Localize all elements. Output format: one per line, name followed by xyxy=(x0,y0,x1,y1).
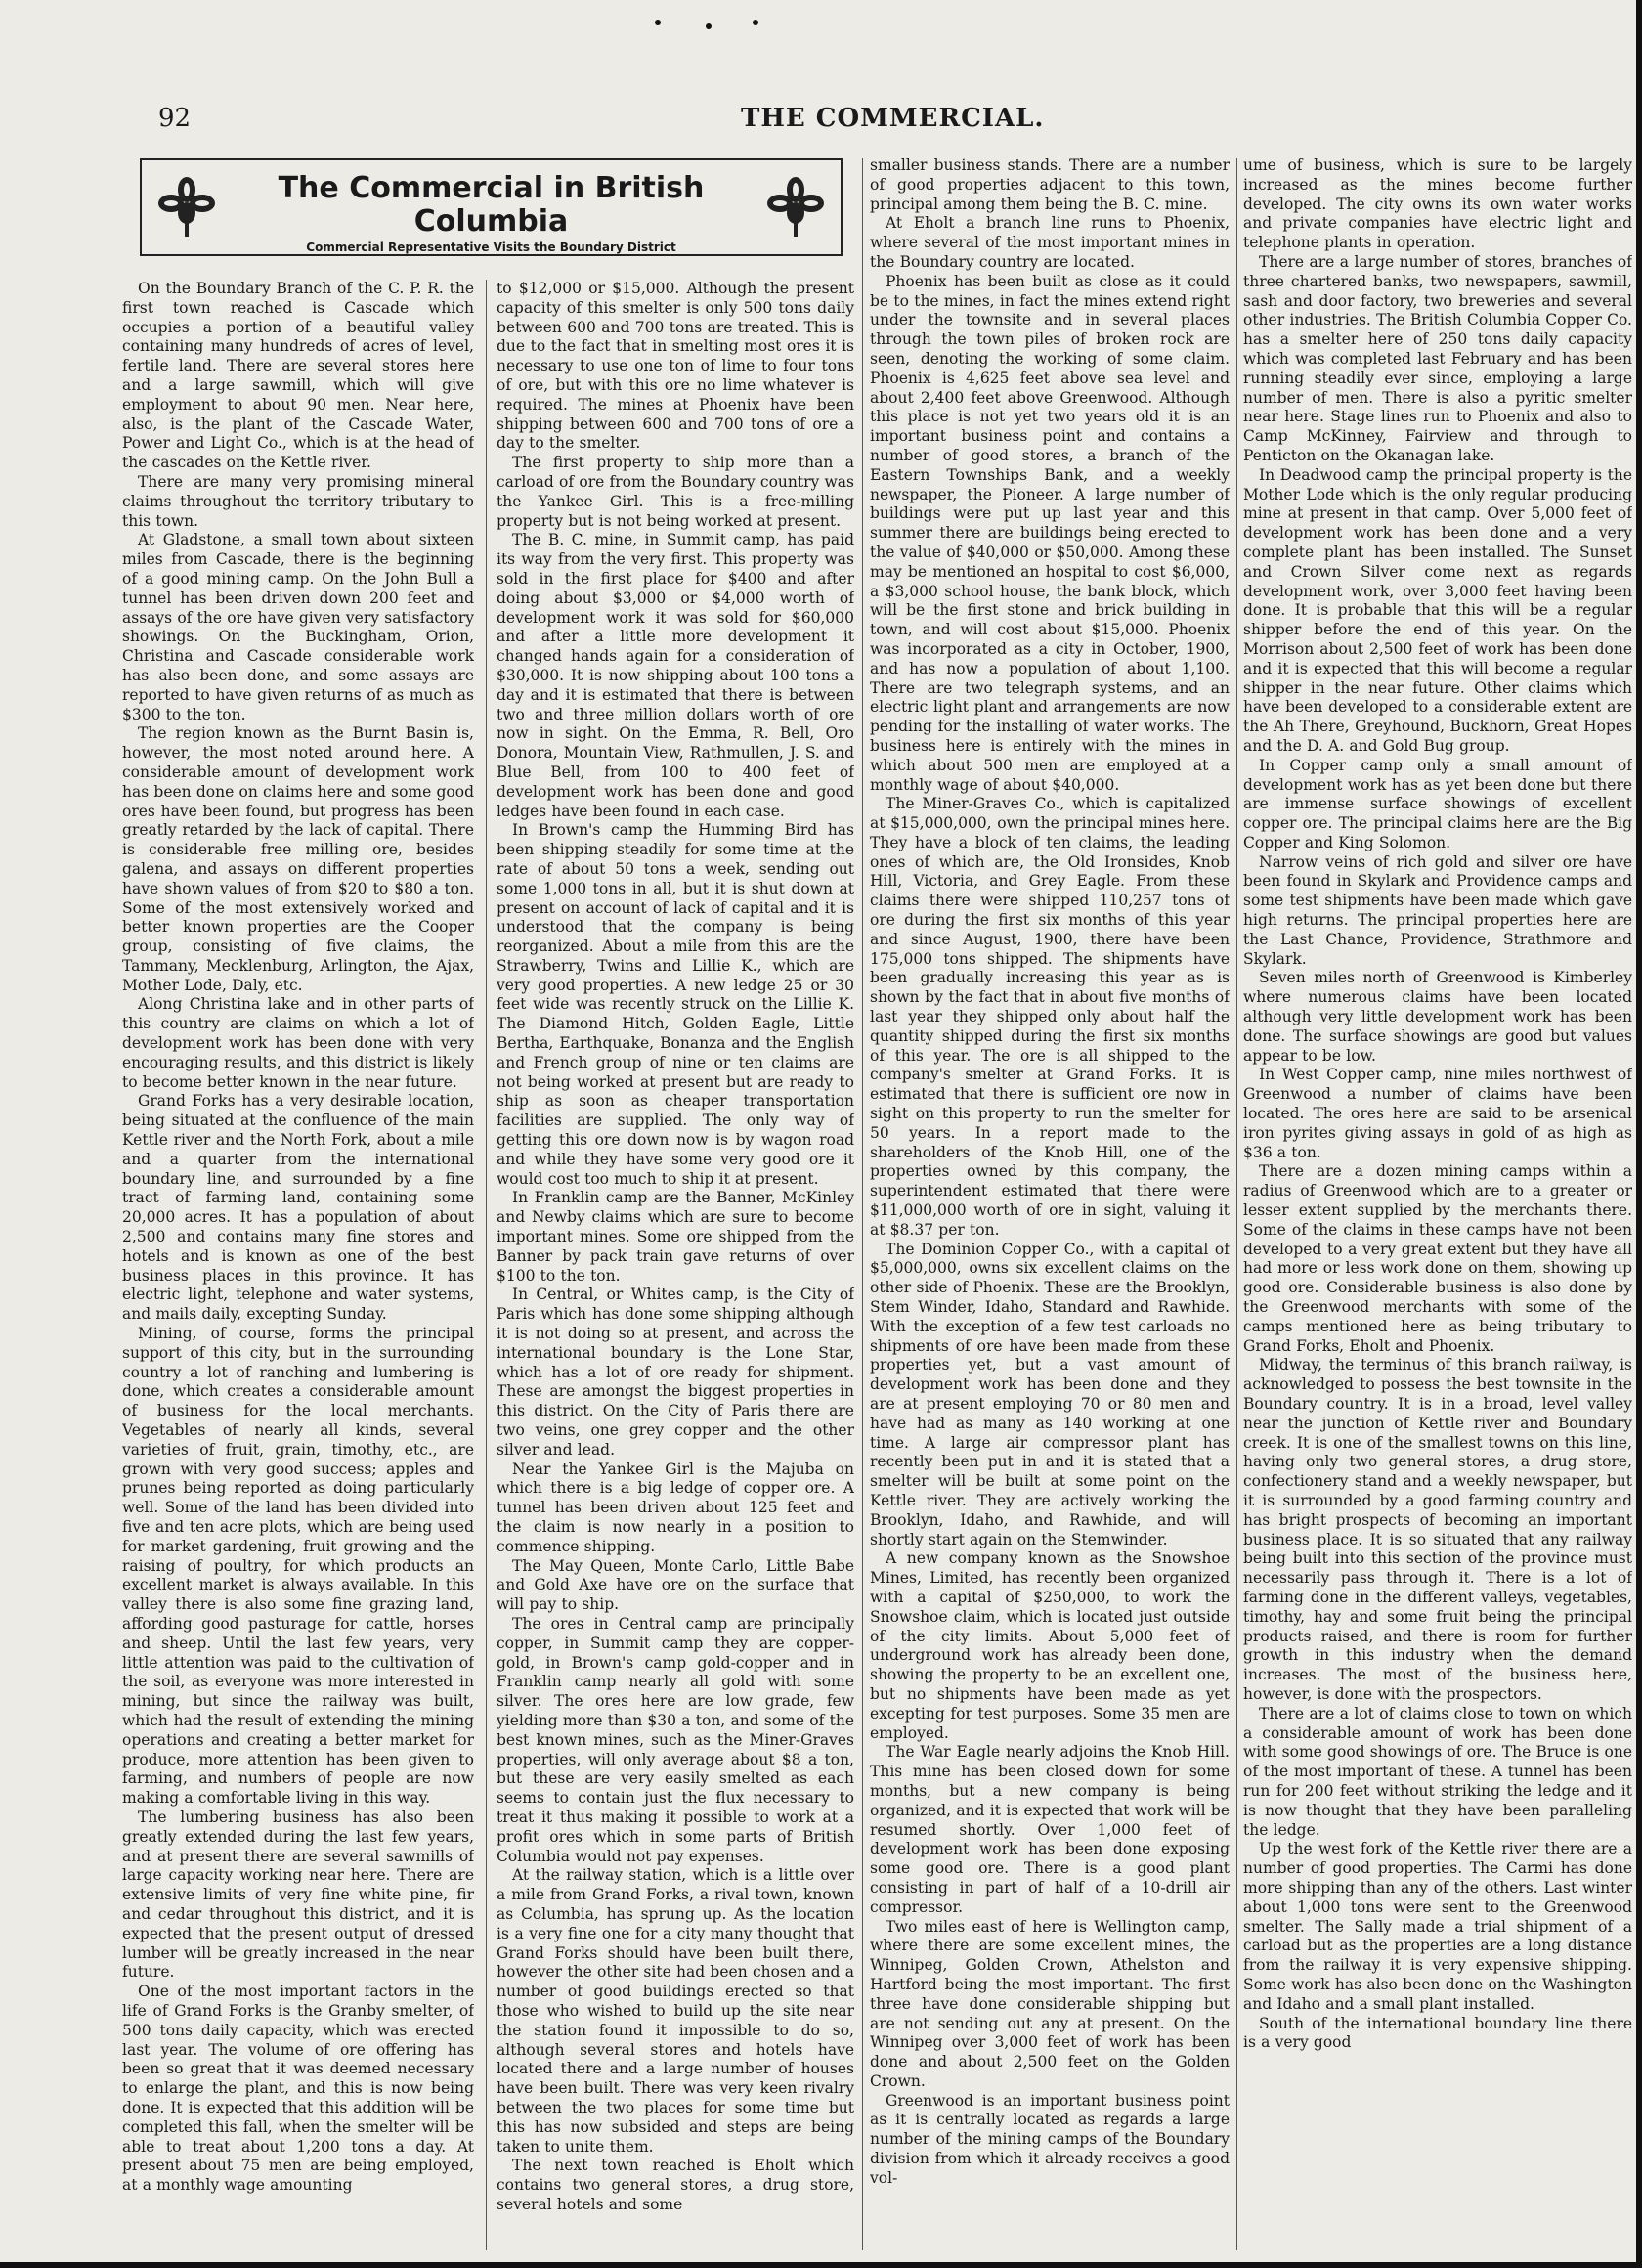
paragraph: In Copper camp only a small amount of development work has as yet been done but there are immense surface showings of excellent copper ore. The principal claims here are the Big Copper and King Solomon. xyxy=(1243,756,1632,851)
scan-edge xyxy=(1636,0,1642,2268)
paragraph: In West Copper camp, nine miles northwest of Greenwood a number of claims have been located. The ores here are said to be arsenical iron pyrites giving assays in gold of as high as $36 a ton. xyxy=(1243,1066,1632,1161)
fleur-de-lis-ornament-icon xyxy=(764,174,827,239)
paragraph: The ores in Central camp are principally copper, in Summit camp they are copper-gold, in Brown's camp gold-copper and in Franklin camp nearly all gold with some silver. The ores here are low grade, few yielding more than $30 a ton, and some of the best known mines, such as the Miner-Graves properties, will only average about $8 a ton, but these are very easily smelted as each seems to contain just the flux necessary to treat it thus making it possible to work at a profit ores which in some parts of British Columbia would not pay expenses. xyxy=(497,1614,854,1865)
paragraph: The B. C. mine, in Summit camp, has paid its way from the very first. This property was sold in the first place for $400 and after doing about $3,000 or $4,000 worth of development work it was sold for $60,000 and after a little more development it changed hands again for a consideration of $30,000. It is now shipping about 100 tons a day and it is estimated that there is between two and three million dollars worth of ore now in sight. On the Emma, R. Bell, Oro Donora, Mountain View, Rathmullen, J. S. and Blue Bell, from 100 to 400 feet of development work has been done and good ledges have been found in each case. xyxy=(497,531,854,820)
paragraph: There are a large number of stores, branches of three chartered banks, two newspapers, sawmill, sash and door factory, two breweries and several other industries. The British Columbia Copper Co. has a smelter here of 250 tons daily capacity which was completed last February and has been running steadily ever since, employing a large number of men. There is also a pyritic smelter near here. Stage lines run to Phoenix and also to Camp McKinney, Fairview and through to Penticton on the Okanagan lake. xyxy=(1243,252,1632,464)
paragraph: At Gladstone, a small town about sixteen miles from Cascade, there is the beginning of a good mining camp. On the John Bull a tunnel has been driven down 200 feet and assays of the ore have given very satisfactory showings. On the Buckingham, Orion, Christina and Cascade considerable work has also been done, and some assays are reported to have given returns of as much as $300 to the ton. xyxy=(122,531,474,723)
paragraph: The Miner-Graves Co., which is capitalized at $15,000,000, own the principal mines here. They have a block of ten claims, the leading ones of which are, the Old Ironsides, Knob Hill, Victoria, and Grey Eagle. From these claims there were shipped 110,257 tons of ore during the first six months of this year and since August, 1900, there have been 175,000 tons shipped. The shipments have been gradually increasing this year as is shown by the fact that in about five months of last year they shipped only about half the quantity shipped during the first six months of this year. The ore is all shipped to the company's smelter at Grand Forks. It is estimated that there is sufficient ore now in sight on this property to run the smelter for 50 years. In a report made to the shareholders of the Knob Hill, one of the properties owned by this company, the superintendent estimated that there were $11,000,000 worth of ore in sight, valuing it at $8.37 per ton. xyxy=(870,795,1230,1239)
text-column-2 xyxy=(497,280,854,2254)
paragraph: A new company known as the Snowshoe Mines, Limited, has recently been organized with a capital of $250,000, to work the Snowshoe claim, which is located just outside of the city limits. About 5,000 feet of underground work has already been done, showing the property to be an excellent one, but no shipments have been made as yet excepting for test purposes. Some 35 men are employed. xyxy=(870,1549,1230,1742)
article-title-box xyxy=(140,158,843,256)
paragraph: There are many very promising mineral claims throughout the territory tributary to this town. xyxy=(122,472,474,530)
masthead: THE COMMERCIAL. xyxy=(741,104,1045,133)
paragraph: The next town reached is Eholt which contains two general stores, a drug store, several hotels and some xyxy=(497,2157,854,2213)
paragraph: ume of business, which is sure to be largely increased as the mines become further developed. The city owns its own water works and private companies have electric light and telephone plants in operation. xyxy=(1243,156,1632,252)
paragraph: In Franklin camp are the Banner, McKinley and Newby claims which are sure to become important mines. Some ore shipped from the Banner by pack train gave returns of over $100 to the ton. xyxy=(497,1189,854,1285)
column-rule xyxy=(1236,158,1237,2250)
paragraph: to $12,000 or $15,000. Although the present capacity of this smelter is only 500 tons daily between 600 and 700 tons are treated. This is due to the fact that in smelting most ores it is necessary to use one ton of lime to four tons of ore, but with this ore no lime whatever is required. The mines at Phoenix have been shipping between 600 and 700 tons of ore a day to the smelter. xyxy=(497,280,854,453)
paragraph: South of the international boundary line there is a very good xyxy=(1243,2014,1632,2052)
paragraph: Mining, of course, forms the principal support of this city, but in the surrounding country a lot of ranching and lumbering is done, which creates a considerable amount of business for the local merchants. Vegetables of nearly all kinds, several varieties of fruit, grain, timothy, etc., are grown with very good success; apples and prunes being reported as doing particularly well. Some of the land has been divided into five and ten acre plots, which are being used for market gardening, fruit growing and the raising of poultry, for which products an excellent market is always available. In this valley there is also some fine grazing land, affording good pasturage for cattle, horses and sheep. Until the last few years, very little attention was paid to the cultivation of the soil, as everyone was more interested in mining, but since the railway was built, which had the result of extending the mining operations and creating a better market for produce, more attention has been given to farming, and numbers of people are now making a comfortable living in this way. xyxy=(122,1325,474,1808)
paragraph: smaller business stands. There are a number of good properties adjacent to this town, principal among them being the B. C. mine. xyxy=(870,156,1230,213)
scan-marks xyxy=(645,14,801,33)
paragraph: Two miles east of here is Wellington camp, where there are some excellent mines, the Winnipeg, Golden Crown, Athelston and Hartford being the most important. The first three have done considerable shipping but are not sending out any at present. On the Winnipeg over 3,000 feet of work has been done and about 2,500 feet on the Golden Crown. xyxy=(870,1917,1230,2090)
paragraph: The lumbering business has also been greatly extended during the last few years, and at present there are several sawmills of large capacity working near here. There are extensive limits of very fine white pine, fir and cedar throughout this district, and it is expected that the present output of dressed lumber will be greatly increased in the near future. xyxy=(122,1808,474,1982)
paragraph: In Deadwood camp the principal property is the Mother Lode which is the only regular producing mine at present in that camp. Over 5,000 feet of development work has been done and a very complete plant has been installed. The Sunset and Crown Silver come next as regards development work, over 3,000 feet having been done. It is probable that this will be a regular shipper before the end of this year. On the Morrison about 2,500 feet of work has been done and it is expected that this will become a regular shipper in the near future. Other claims which have been developed to a considerable extent are the Ah There, Greyhound, Buckhorn, Great Hopes and the D. A. and Gold Bug group. xyxy=(1243,465,1632,755)
paragraph: Near the Yankee Girl is the Majuba on which there is a big ledge of copper ore. A tunnel has been driven about 125 feet and the claim is now nearly in a position to commence shipping. xyxy=(497,1460,854,1555)
paragraph: In Central, or Whites camp, is the City of Paris which has done some shipping although it is not doing so at present, and across the international boundary is the Lone Star, which has a lot of ore ready for shipment. These are amongst the biggest properties in this district. On the City of Paris there are two veins, one grey copper and the other silver and lead. xyxy=(497,1286,854,1459)
paragraph: At the railway station, which is a little over a mile from Grand Forks, a rival town, known as Columbia, has sprung up. As the location is a very fine one for a city many thought that Grand Forks should have been built there, however the other site had been chosen and a number of good buildings erected so that those who wished to build up the site near the station found it impossible to do so, although several stores and hotels have located there and a large number of houses have been built. There was very keen rivalry between the two places for some time but this has now subsided and steps are being taken to unite them. xyxy=(497,1866,854,2156)
paragraph: One of the most important factors in the life of Grand Forks is the Granby smelter, of 500 tons daily capacity, which was erected last year. The volume of ore offering has been so great that it was deemed necessary to enlarge the plant, and this is now being done. It is expected that this addition will be completed this fall, when the smelter will be able to treat about 1,200 tons a day. At present about 75 men are being employed, at a monthly wage amounting xyxy=(122,1983,474,2195)
paragraph: The Dominion Copper Co., with a capital of $5,000,000, owns six excellent claims on the other side of Phoenix. These are the Brooklyn, Stem Winder, Idaho, Standard and Rawhide. With the exception of a few test carloads no shipments of ore have been made from these properties yet, but a vast amount of development work has been done and they are at present employing 70 or 80 men and have had as many as 140 working at one time. A large air compressor plant has recently been put in and it is stated that a smelter will be built at some point on the Kettle river. They are actively working the Brooklyn, Idaho, and Rawhide, and will shortly start again on the Stemwinder. xyxy=(870,1240,1230,1548)
text-column-1 xyxy=(122,280,474,2254)
paragraph: There are a dozen mining camps within a radius of Greenwood which are to a greater or lesser extent supplied by the merchants there. Some of the claims in these camps have not been developed to a very great extent but they have all had more or less work done on them, showing up good ore. Considerable business is also done by the Greenwood merchants with some of the camps mentioned here as being tributary to Grand Forks, Eholt and Phoenix. xyxy=(1243,1162,1632,1355)
text-column-4 xyxy=(1243,156,1632,2254)
page-number: 92 xyxy=(158,104,192,133)
paragraph: Up the west fork of the Kettle river there are a number of good properties. The Carmi has done more shipping than any of the others. Last winter about 1,000 tons were sent to the Greenwood smelter. The Sally made a trial shipment of a carload but as the properties are a long distance from the railway it is very expensive shipping. Some work has also been done on the Washington and Idaho and a small plant installed. xyxy=(1243,1840,1632,2013)
paragraph: Seven miles north of Greenwood is Kimberley where numerous claims have been located although very little development work has been done. The surface showings are good but values appear to be low. xyxy=(1243,969,1632,1065)
column-rule xyxy=(486,280,487,2250)
paragraph: At Eholt a branch line runs to Phoenix, where several of the most important mines in the Boundary country are located. xyxy=(870,214,1230,271)
paragraph: In Brown's camp the Humming Bird has been shipping steadily for some time at the rate of about 50 tons a week, sending out some 1,000 tons in all, but it is shut down at present on account of lack of capital and it is understood that the company is being reorganized. About a mile from this are the Strawberry, Twins and Lillie K., which are very good properties. A new ledge 25 or 30 feet wide was recently struck on the Lillie K. The Diamond Hitch, Golden Eagle, Little Bertha, Earthquake, Bonanza and the English and French group of nine or ten claims are not being worked at present but are ready to ship as soon as cheaper transportation facilities are supplied. The only way of getting this ore down now is by wagon road and while they have some very good ore it would cost too much to ship it at present. xyxy=(497,821,854,1188)
paragraph: Midway, the terminus of this branch railway, is acknowledged to possess the best townsite in the Boundary country. It is in a broad, level valley near the junction of Kettle river and Boundary creek. It is one of the smallest towns on this line, having only two general stores, a drug store, confectionery stand and a weekly newspaper, but it is surrounded by a good farming country and has bright prospects of becoming an important business place. It is so situated that any railway being built into this section of the province must necessarily pass through it. There is a lot of farming done in the different valleys, vegetables, timothy, hay and some fruit being the principal products raised, and there is room for further growth in this industry when the demand increases. The most of the business here, however, is done with the prospectors. xyxy=(1243,1356,1632,1703)
paragraph: The region known as the Burnt Basin is, however, the most noted around here. A considerable amount of development work has been done on claims here and some good ores have been found, but progress has been greatly retarded by the lack of capital. There is considerable free milling ore, besides galena, and assays on different properties have shown values of from $20 to $80 a ton. Some of the most extensively worked and better known properties are the Cooper group, consisting of five claims, the Tammany, Mecklenburg, Arlington, the Ajax, Mother Lode, Daly, etc. xyxy=(122,724,474,994)
scan-edge xyxy=(0,2262,1642,2268)
paragraph: Grand Forks has a very desirable location, being situated at the confluence of the main Kettle river and the North Fork, about a mile and a quarter from the international boundary line, and surrounded by a fine tract of farming land, containing some 20,000 acres. It has a population of about 2,500 and contains many fine stores and hotels and is known as one of the best business places in this province. It has electric light, telephone and water systems, and mails daily, excepting Sunday. xyxy=(122,1092,474,1324)
paragraph: There are a lot of claims close to town on which a considerable amount of work has been done with some good showings of ore. The Bruce is one of the most important of these. A tunnel has been run for 200 feet without striking the ledge and it is now thought that they have been paralleling the ledge. xyxy=(1243,1704,1632,1839)
paragraph: Greenwood is an important business point as it is centrally located as regards a large number of the mining camps of the Boundary division from which it already receives a good vol- xyxy=(870,2091,1230,2187)
paragraph: Phoenix has been built as close as it could be to the mines, in fact the mines extend right under the townsite and in several places through the town piles of broken rock are seen, denoting the working of some claim. Phoenix is 4,625 feet above sea level and about 2,400 feet above Greenwood. Although this place is not yet two years old it is an important business point and contains a number of good stores, a branch of the Eastern Townships Bank, and a weekly newspaper, the Pioneer. A large number of buildings were put up last year and this summer there are buildings being erected to the value of $40,000 or $50,000. Among these may be mentioned an hospital to cost $6,000, a $3,000 school house, the bank block, which will be the first stone and brick building in town, and will cost about $15,000. Phoenix was incorporated as a city in October, 1900, and has now a population of about 1,100. There are two telegraph systems, and an electric light plant and arrangements are now pending for the installing of water works. The business here is entirely with the mines in which about 500 men are employed at a monthly wage of about $40,000. xyxy=(870,272,1230,794)
paragraph: Narrow veins of rich gold and silver ore have been found in Skylark and Providence camps and some test shipments have been made which gave high returns. The principal properties here are the Last Chance, Providence, Strathmore and Skylark. xyxy=(1243,852,1632,968)
article-title: The Commercial in British Columbia xyxy=(278,171,705,239)
paragraph: The May Queen, Monte Carlo, Little Babe and Gold Axe have ore on the surface that will pay to ship. xyxy=(497,1556,854,1614)
paragraph: On the Boundary Branch of the C. P. R. the first town reached is Cascade which occupies a portion of a beautiful valley containing many hundreds of acres of level, fertile land. There are several stores here and a large sawmill, which will give employment to about 90 men. Near here, also, is the plant of the Cascade Water, Power and Light Co., which is at the head of the cascades on the Kettle river. xyxy=(122,280,474,472)
paragraph: The War Eagle nearly adjoins the Knob Hill. This mine has been closed down for some months, but a new company is being organized, and it is expected that work will be resumed shortly. Over 1,000 feet of development work has been done exposing some good ore. There is a good plant consisting in part of half of a 10-drill air compressor. xyxy=(870,1743,1230,1916)
article-subtitle: Commercial Representative Visits the Boundary District xyxy=(306,240,676,254)
paragraph: Along Christina lake and in other parts of this country are claims on which a lot of development work has been done with very encouraging results, and this district is likely to become better known in the near future. xyxy=(122,995,474,1091)
text-column-3 xyxy=(870,156,1230,2254)
column-rule xyxy=(862,158,863,2250)
paragraph: The first property to ship more than a carload of ore from the Boundary country was the Yankee Girl. This is a free-milling property but is not being worked at present. xyxy=(497,454,854,530)
fleur-de-lis-ornament-icon xyxy=(155,174,218,239)
